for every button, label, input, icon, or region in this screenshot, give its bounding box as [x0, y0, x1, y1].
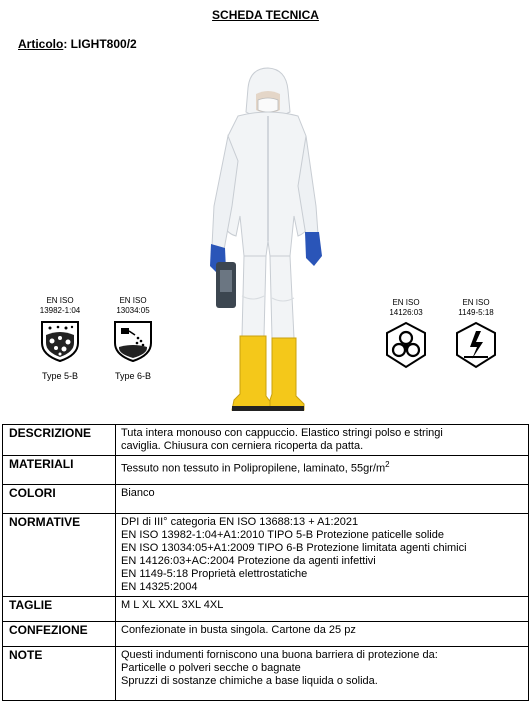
badge-en-iso-14126 [370, 298, 442, 377]
spec-row-note [3, 647, 529, 701]
spec-line: Questi indumenti forniscono una buona barriera di protezione da: [121, 649, 438, 661]
materiali-superscript: 2 [385, 460, 390, 469]
badge-en-iso-13982 [24, 296, 96, 381]
spec-value: Confezionate in busta singola. Cartone da 25 pz [116, 622, 529, 647]
biohazard-icon [384, 321, 428, 369]
badge-standard: EN ISO [46, 296, 74, 305]
spec-label: TAGLIE [3, 597, 116, 622]
spec-value [116, 514, 529, 597]
badge-code: 13034:05 [116, 306, 150, 315]
badge-en-1149 [440, 298, 512, 377]
spec-value [116, 425, 529, 456]
badge-code: 14126:03 [389, 308, 423, 317]
spec-label: NORMATIVE [3, 514, 116, 597]
chemical-spray-icon [111, 319, 155, 363]
spec-line: EN 14126:03+AC:2004 Protezione da agenti infettivi [121, 555, 376, 567]
badge-standard: EN ISO [462, 298, 490, 307]
badge-type: Type 5-B [41, 371, 79, 381]
spec-label: COLORI [3, 485, 116, 514]
badge-type: Type 6-B [114, 371, 152, 381]
electrostatic-icon [454, 321, 498, 369]
spec-value [116, 456, 529, 485]
article-label: Articolo [18, 37, 64, 51]
coverall-product-image [198, 66, 336, 416]
materiali-text: Tessuto non tessuto in Polipropilene, laminato, 55gr/m [121, 462, 386, 475]
spec-value: M L XL XXL 3XL 4XL [116, 597, 529, 622]
spec-row-taglie [3, 597, 529, 622]
spec-value [116, 647, 529, 701]
spec-line: Spruzzi di sostanze chimiche a base liquida o solida. [121, 675, 378, 687]
article-value: : LIGHT800/2 [63, 37, 137, 51]
spec-row-colori [3, 485, 529, 514]
spec-line: EN 14325:2004 [121, 581, 198, 593]
badge-en-iso-13034 [97, 296, 169, 381]
spec-label: DESCRIZIONE [3, 425, 116, 456]
badge-standard: EN ISO [392, 298, 420, 307]
spec-line: EN 1149-5:18 Proprietà elettrostatiche [121, 568, 308, 580]
spec-label: MATERIALI [3, 456, 116, 485]
spec-row-normative [3, 514, 529, 597]
spec-row-descrizione [3, 425, 529, 456]
spec-line: EN ISO 13034:05+A1:2009 TIPO 6-B Protezione limitata agenti chimici [121, 542, 467, 554]
spec-line: DPI di III° categoria EN ISO 13688:13 + A1:2021 [121, 516, 359, 528]
spec-label: CONFEZIONE [3, 622, 116, 647]
document-title: SCHEDA TECNICA [212, 8, 319, 22]
spec-row-confezione [3, 622, 529, 647]
dust-particles-icon [38, 319, 82, 363]
article-line [18, 37, 137, 51]
spec-line: EN ISO 13982-1:04+A1:2010 TIPO 5-B Protezione paticelle solide [121, 529, 444, 541]
spec-table [2, 424, 529, 701]
spec-label: NOTE [3, 647, 116, 701]
badge-standard: EN ISO [119, 296, 147, 305]
spec-line: caviglia. Chiusura con cerniera ricoperta da patta. [121, 440, 364, 452]
badge-code: 1149-5:18 [458, 308, 494, 317]
badge-code: 13982-1:04 [39, 306, 81, 315]
spec-row-materiali [3, 456, 529, 485]
spec-line: Tuta intera monouso con cappuccio. Elastico stringi polso e stringi [121, 427, 443, 439]
spec-value: Bianco [116, 485, 529, 514]
spec-line: Particelle o polveri secche o bagnate [121, 662, 301, 674]
